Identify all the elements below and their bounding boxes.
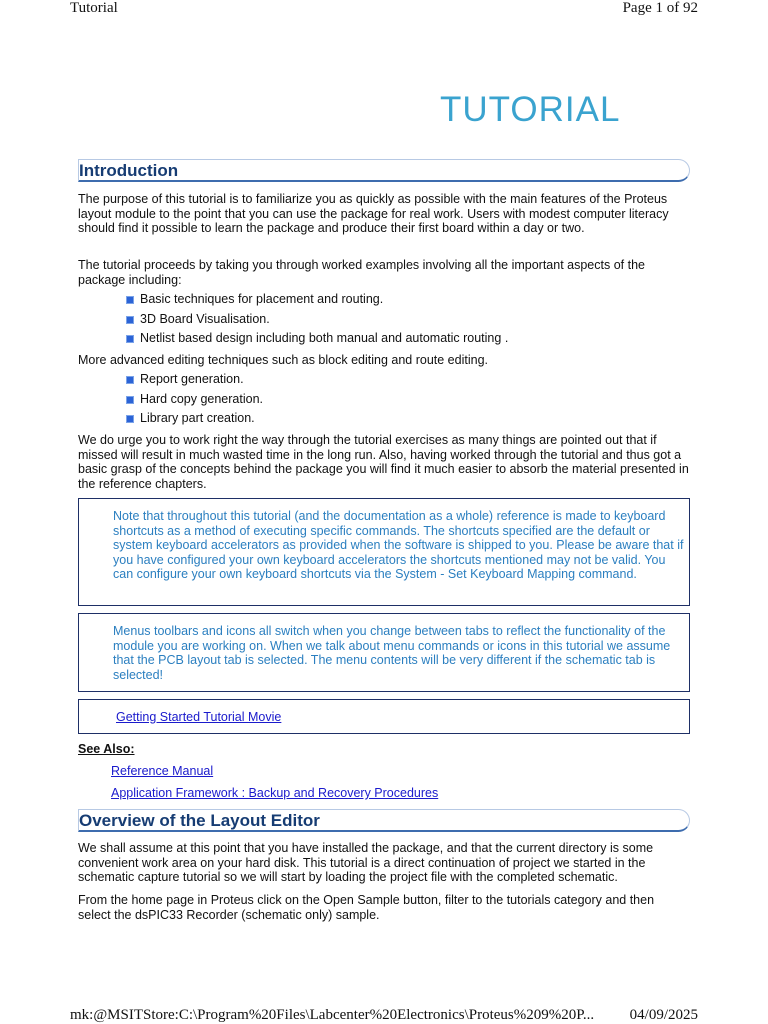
list-item-text: 3D Board Visualisation. — [140, 312, 270, 326]
bullet-icon — [126, 335, 134, 343]
movie-link-box — [78, 699, 690, 734]
intro-paragraph-1: The purpose of this tutorial is to familiarize you as quickly as possible with the main features of the Proteus layout module to the point that you can use the package for real work. Users with modest computer literacy should find it possible to learn the package and produce their first board within a day or two. — [78, 192, 669, 236]
list-item-text: Netlist based design including both manual and automatic routing . — [140, 331, 509, 345]
intro-paragraph-4: We do urge you to work right the way through the tutorial exercises as many things are pointed out that if missed will result in much wasted time in the long run. Also, having worked through the tutorial and thus got a basic grasp of the concepts behind the package you will find it much easier to absorb the material presented in the reference chapters. — [78, 433, 689, 491]
bullet-icon — [126, 376, 134, 384]
list-item — [126, 292, 383, 306]
bullet-icon — [126, 316, 134, 324]
list-item-text: Basic techniques for placement and routing. — [140, 292, 384, 306]
intro-paragraph-3: More advanced editing techniques such as block editing and route editing. — [78, 353, 488, 367]
note-text: Menus toolbars and icons all switch when you change between tabs to reflect the functionality of the module you are working on. When we talk about menu commands or icons in this tutorial we assume that the PCB layout tab is selected. The menu contents will be very different if the schematic tab is selected! — [113, 624, 671, 682]
list-item — [126, 392, 263, 406]
see-also-label: See Also: — [78, 742, 135, 756]
backup-recovery-link[interactable]: Application Framework : Backup and Recovery Procedures — [111, 786, 439, 800]
page-number: Page 1 of 92 — [622, 0, 698, 16]
introduction-heading-bar — [78, 159, 690, 182]
list-item-text: Report generation. — [140, 372, 244, 386]
bullet-icon — [126, 396, 134, 404]
list-item — [126, 331, 508, 345]
bullet-icon — [126, 296, 134, 304]
overview-paragraph-2: From the home page in Proteus click on the Open Sample button, filter to the tutorials category and then select the dsPIC33 Recorder (schematic only) sample. — [78, 893, 655, 922]
intro-paragraph-2: The tutorial proceeds by taking you through worked examples involving all the important aspects of the package including: — [78, 258, 645, 287]
header-title: Tutorial — [70, 0, 118, 16]
getting-started-movie-link[interactable]: Getting Started Tutorial Movie — [116, 710, 282, 724]
list-item — [126, 411, 255, 425]
bullet-icon — [126, 415, 134, 423]
list-item-text: Library part creation. — [140, 411, 255, 425]
list-item-text: Hard copy generation. — [140, 392, 263, 406]
list-item — [126, 372, 244, 386]
footer-url: mk:@MSITStore:C:\Program%20Files\Labcenter%20Electronics\Proteus%209%20P... — [70, 1007, 595, 1023]
tabs-note — [78, 613, 690, 692]
overview-heading: Overview of the Layout Editor — [79, 811, 320, 830]
introduction-heading: Introduction — [79, 161, 179, 180]
reference-manual-link[interactable]: Reference Manual — [111, 764, 214, 778]
footer-date: 04/09/2025 — [629, 1007, 698, 1023]
page-title: TUTORIAL — [440, 90, 621, 129]
list-item — [126, 312, 270, 326]
note-text: Note that throughout this tutorial (and the documentation as a whole) reference is made to keyboard shortcuts as a method of executing specific commands. The shortcuts specified are the default or system keyboard accelerators as provided when the software is shipped to you. Please be aware that if you have configured your own keyboard accelerators the shortcuts mentioned may not be valid. You can configure your own keyboard shortcuts via the System - Set Keyboard Mapping command. — [113, 509, 684, 582]
overview-heading-bar — [78, 809, 690, 832]
keyboard-shortcuts-note — [78, 498, 690, 606]
overview-paragraph-1: We shall assume at this point that you have installed the package, and that the current directory is some convenient work area on your hard disk. This tutorial is a direct continuation of project we started in the schematic capture tutorial so we will start by loading the project file with the completed schematic. — [78, 841, 654, 885]
